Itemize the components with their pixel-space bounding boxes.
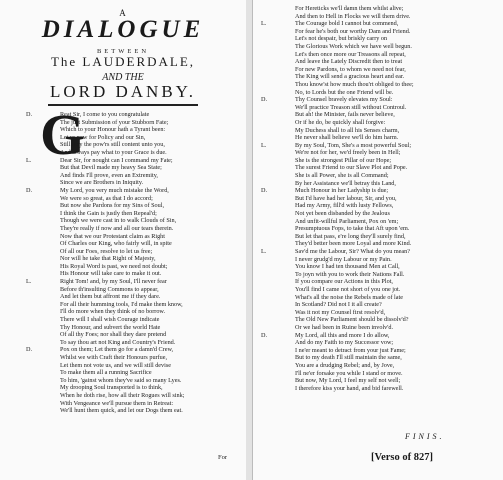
verse-text: Right Tom! and, by my Soul, I'll never fear (60, 278, 167, 286)
verse-line (295, 240, 499, 248)
verse-text: Let them not vote us, and we will still devise (60, 361, 172, 369)
verse-text: Sav'd me the Labour, Sir? What do you mean? (295, 248, 411, 255)
drop-capital: G (40, 102, 86, 167)
verse-text: For fear he's both our worthy Dam and Friend. (295, 27, 411, 35)
right-dialogue-text (261, 5, 499, 392)
verse-line (295, 385, 499, 393)
verse-text: We'll hunt them quick, and let our Dogs them eat. (60, 407, 183, 415)
verse-text: To joyn with you to work their Nations Fall. (295, 270, 405, 278)
verse-line (60, 164, 240, 172)
verse-line (295, 58, 499, 66)
verse-text: I never grudg'd my Labour or my Pain. (295, 255, 392, 263)
verse-line (295, 127, 499, 135)
verse-text: Thy Counsel bravely elevates my Soul: (295, 96, 393, 104)
verse-line (295, 218, 499, 226)
left-page (0, 0, 247, 480)
speaker-label: D. (26, 346, 33, 354)
verse-text: Before th'insulting Commons to appear, (60, 285, 159, 293)
verse-text: Dear Sir, for nought can I command my Fate; (60, 156, 173, 164)
verse-line (261, 248, 499, 256)
verse-text: Or if he do, be quickly shall forgive: (295, 118, 386, 126)
verse-line (295, 286, 499, 294)
verse-line (26, 278, 240, 286)
verse-line (295, 149, 499, 157)
speaker-label: D. (261, 96, 268, 104)
left-dialogue-text (26, 111, 240, 415)
verse-line (295, 225, 499, 233)
verse-line (261, 187, 499, 195)
verse-line (60, 316, 240, 324)
verse-line (295, 339, 499, 347)
verse-text: What's all the noise the Rebels made of late (295, 293, 403, 301)
verse-line (295, 324, 499, 332)
verse-text: And let them but affront me if they dare. (60, 293, 161, 301)
verse-text: Not yet been disbanded by the Jealous (295, 210, 390, 218)
verse-text: Thy Honour, and subvert the world Hate (60, 323, 161, 331)
verse-line (26, 186, 240, 195)
verse-text: You'll find I came not short of you one jot. (295, 285, 401, 293)
verse-line (60, 339, 240, 347)
verse-text: Still may the pow'rs still content unto you, (60, 141, 165, 149)
verse-text: Nor will he take that Right of Majesty, (60, 255, 156, 263)
speaker-label: L. (26, 156, 32, 164)
verse-line (295, 111, 499, 119)
verse-line (295, 89, 499, 97)
verse-line (26, 346, 240, 354)
verse-line (60, 119, 240, 127)
verse-line (261, 141, 499, 150)
verse-line (60, 354, 240, 362)
verse-text: The King will send a gracious heart and ear. (295, 73, 405, 81)
verse-line (295, 134, 499, 142)
verse-text: There will I shall wish Courage indicate (60, 316, 160, 324)
verse-text: No, to Lords but the one Friend will be. (295, 88, 394, 96)
verse-text: My drooping Soul transported is to think, (60, 384, 163, 392)
verse-line (295, 13, 499, 21)
verse-text: Let's then once more our Treasons all repeat, (295, 50, 406, 58)
verse-text: For Hereticks we'll damn them whilst alive; (295, 5, 404, 12)
verse-text: We'll practice Treason still without Controul. (295, 103, 407, 111)
verse-text: By my Soul, Tom, She's a most powerful Soul; (295, 141, 412, 149)
verse-text: She is all Power, she is all Command; (295, 172, 389, 180)
verse-text: And then to Hell in Flocks we will them drive. (295, 12, 411, 20)
verse-line (60, 179, 240, 187)
verse-text: To make them all a running Sacrifice (60, 369, 152, 377)
verse-text: And unfit-willful Parliament, Pox on 'em; (295, 217, 399, 225)
verse-line (26, 156, 240, 165)
verse-line (60, 195, 240, 203)
verse-text: Much Honour in her Ladyship is due; (295, 187, 389, 195)
verse-text: His Honour will take care to make it out. (60, 270, 162, 278)
verse-line (60, 233, 240, 241)
verse-line (60, 400, 240, 408)
verse-line (60, 255, 240, 263)
speaker-label: L. (26, 278, 32, 286)
verse-text: My Lord, you very much mistake the Word, (60, 186, 169, 194)
speaker-label: D. (261, 187, 268, 195)
verse-line (60, 202, 240, 210)
verse-line (295, 347, 499, 355)
verse-line (60, 369, 240, 377)
verse-line (60, 377, 240, 385)
verse-text: Or we had been in Ruine been involv'd. (295, 323, 394, 331)
verse-line (295, 354, 499, 362)
verse-line (261, 20, 499, 28)
verse-text: Was it not my Counsel first resolv'd, (295, 308, 386, 316)
verse-text: Whilst we with Craft their Honours purfue, (60, 354, 168, 361)
verse-line (295, 119, 499, 127)
verse-text: The surest Friend to our Slave Plot and Pope. (295, 164, 408, 172)
title-first-lord: The LAUDERDALE, (50, 54, 196, 69)
verse-line (295, 256, 499, 264)
verse-text: To him, 'gainst whom they've said so many Lyes. (60, 376, 182, 384)
verse-line (295, 157, 499, 165)
verse-text: Presumptuous Fops, to take that Aft upon 'em. (295, 225, 410, 233)
verse-line (295, 309, 499, 317)
verse-text: I'll do more when they think of no borrow. (60, 308, 166, 316)
verse-text: His Royal Word is past, we need not doubt; (60, 262, 168, 270)
verse-line (60, 149, 240, 157)
title-and: AND THE (102, 72, 144, 83)
verse-text: She is the strongest Pillar of our Hope; (295, 156, 392, 164)
verse-line (295, 81, 499, 89)
verse-text: Which to your Honour hath a Tyrant been: (60, 126, 166, 134)
verse-line (60, 392, 240, 400)
verse-text: He never shall believe we'll do him harm. (295, 134, 399, 142)
verse-line (295, 73, 499, 81)
verse-text: Since we are Brothers in Iniquity. (60, 179, 144, 187)
verse-text: The just Submission of your Stubborn Fate; (60, 118, 169, 126)
verse-line (60, 217, 240, 225)
verse-line (261, 331, 499, 340)
verse-line (295, 370, 499, 378)
verse-text: I'll ne'er forsake you while I stand or move. (295, 369, 403, 377)
verse-line (261, 96, 499, 104)
verse-text: And do my Faith to my Successor vow; (295, 339, 394, 347)
verse-text: And finds I'll prove, even an Extremity, (60, 171, 158, 179)
verse-text: Though we were cast in to walk Clouds of Sin, (60, 217, 177, 225)
verse-line (60, 248, 240, 256)
speaker-label: D. (261, 331, 268, 339)
verse-text: But now she Pardons for my Sins of Soul, (60, 202, 164, 210)
verso-label: [Verso of 827] (371, 452, 434, 463)
speaker-label: L. (261, 248, 267, 255)
verse-line (60, 126, 240, 134)
title-between: BETWEEN (96, 48, 150, 55)
verse-line (295, 263, 499, 271)
verse-text: I think the Gain is justly then Repeal'd; (60, 209, 157, 217)
verse-line (60, 286, 240, 294)
verse-line (295, 172, 499, 180)
verse-line (60, 407, 240, 415)
verse-line (295, 28, 499, 36)
verse-text: And always pay what to your Grace is due. (60, 148, 167, 156)
verse-line (60, 263, 240, 271)
speaker-label: D. (26, 186, 33, 194)
verse-text: But ah! the Minister, fails never believe, (295, 111, 395, 119)
verse-text: Thou know'st how much thou'rt obliged to thee; (295, 80, 414, 88)
verse-line (60, 331, 240, 339)
verse-text: The Courage bold I cannot but commend, (295, 20, 399, 28)
verse-text: To say thou art not King and Country's Friend. (60, 338, 176, 346)
verse-line (295, 210, 499, 218)
verse-line (295, 377, 499, 385)
verse-line (60, 384, 240, 392)
verse-line (60, 301, 240, 309)
verse-line (60, 324, 240, 332)
speaker-label: D. (26, 111, 33, 118)
speaker-label: L. (261, 20, 267, 28)
verse-line (295, 51, 499, 59)
verse-text: In Scotland? Did not I it all create? (295, 301, 382, 309)
verse-line (295, 233, 499, 241)
verse-line (60, 308, 240, 316)
verse-text: Let's not despair, but briskly carry on (295, 35, 388, 43)
verse-text: Pox on them; Let them go for a damn'd Crew, (60, 346, 174, 354)
verse-text: But now, My Lord, I feel my self not well; (295, 377, 401, 385)
verse-line (295, 35, 499, 43)
verse-line (295, 294, 499, 302)
verse-text: Let us now for Policy and our Sin, (60, 133, 146, 141)
verse-line (295, 301, 499, 309)
verse-text: Reat Sir, I come to you congratulate (60, 111, 150, 118)
verse-text: When he doth rise, how all their Rogues will sink; (60, 391, 185, 399)
verse-text: If you compare our Actions in this Plot, (295, 278, 393, 286)
verse-line (295, 164, 499, 172)
verse-line (60, 172, 240, 180)
title-main: DIALOGUE (41, 16, 205, 43)
verse-text: With Vengeance we'll pursue them in Retreat: (60, 399, 174, 407)
verse-text: They're really if now and all our tears therein. (60, 224, 174, 232)
verse-line (295, 202, 499, 210)
verse-line (295, 278, 499, 286)
right-page (252, 0, 503, 480)
verse-line (60, 270, 240, 278)
verse-text: Of Charles our King, who fairly will, in spite (60, 240, 172, 248)
verse-line (60, 240, 240, 248)
title-article: A (119, 8, 127, 18)
verse-text: But let that pass, e're long they'll surely find, (295, 232, 406, 240)
verse-line (60, 293, 240, 301)
verse-text: By her Assistance we'll betray this Land, (295, 179, 396, 187)
verse-text: We were so great, as that I do accord; (60, 194, 153, 202)
verse-line (295, 180, 499, 188)
verse-text: But to my death I'll still maintain the same, (295, 354, 402, 362)
verse-line (26, 111, 240, 119)
speaker-label: L. (261, 141, 267, 149)
finis-mark: FINIS. (405, 432, 445, 441)
verse-text: My Duchess shall to all his Senses charm, (295, 126, 400, 134)
verse-line (295, 104, 499, 112)
verse-line (60, 141, 240, 149)
verse-line (295, 43, 499, 51)
verse-text: Of all thy Foes; nor shall they dare pretend (60, 331, 167, 339)
verse-text: You know I had ten thousand Men at Call, (295, 263, 400, 271)
verse-text: But that Devil made my heavy Sea State; (60, 164, 162, 172)
title-second-lord: LORD DANBY. (49, 82, 197, 101)
verse-text: My Lord, all this and more I do allow, (295, 331, 390, 339)
verse-text: Now that we our Protestant claim as Right (60, 232, 165, 240)
verse-text: Had my Army, fill'd with lusty Fellows, (295, 202, 394, 210)
verse-text: I ne'er meant to detract from your just Fame; (295, 346, 406, 354)
verse-text: And leave the Lately Discredit then to treat (295, 58, 403, 66)
verse-line (60, 225, 240, 233)
verse-text: The Old New Parliament should be dissolv'd? (295, 316, 409, 324)
verse-line (60, 362, 240, 370)
verse-text: The Glorious Work which we have well begun. (295, 42, 412, 50)
verse-line (295, 316, 499, 324)
verse-line (295, 271, 499, 279)
catchword: For (218, 454, 228, 461)
verse-text: Of all our Foes, resolve to let us free; (60, 247, 153, 255)
verse-line (295, 66, 499, 74)
verse-line (295, 362, 499, 370)
verse-text: For all their humming tools, I'd make them know, (60, 300, 183, 308)
verse-text: I therefore kiss your hand, and bid farewell. (295, 384, 404, 392)
verse-text: You are a drudging Rebel; and, by Jove, (295, 361, 395, 369)
verse-text: But I'd have had her labour, Sir, and you, (295, 194, 397, 202)
verse-text: They'd better been more Loyal and more Kind. (295, 240, 412, 248)
verse-text: For new Pardons, to whom we need not fear, (295, 65, 406, 73)
verse-line (295, 5, 499, 13)
verse-line (295, 195, 499, 203)
verse-line (60, 134, 240, 142)
verse-line (60, 210, 240, 218)
verse-text: We're not for her, we'd freely been in Hell; (295, 149, 401, 157)
